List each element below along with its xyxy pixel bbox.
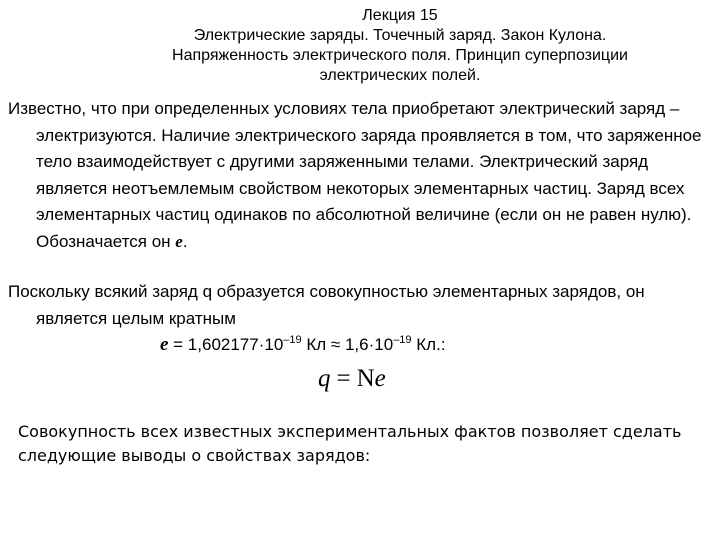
- paragraph-1-text: Известно, что при определенных условиях тела приобретают электрический заряд – электризуются. Наличие электрического заряда проявляется в том, что заряженное тело взаимодействует с другими заряженными телами. Электрический заряд является неотъемлемым свойством некоторых элементарных частиц. Заряд всех элементарных частиц одинаков по абсолютной величине (если он не равен нулю). Обозначается он: [8, 99, 702, 251]
- paragraph-1-end: .: [182, 231, 188, 251]
- formula-n: N: [356, 365, 375, 392]
- charge-value-part-1: = 1,602177·10: [168, 335, 284, 354]
- lecture-header: [140, 6, 660, 86]
- lecture-title-line-3: электрических полей.: [319, 67, 481, 84]
- paragraph-integer-multiple: [8, 279, 714, 332]
- charge-value-part-3: Кл.:: [411, 335, 446, 354]
- lecture-title-line-2: Напряженность электрического поля. Принцип суперпозиции: [172, 47, 628, 64]
- elementary-charge-value: [160, 334, 446, 356]
- paragraph-2-text: Поскольку всякий заряд q образуется совокупностью элементарных зарядов, он является целым кратным: [8, 282, 645, 328]
- charge-formula: [318, 363, 386, 395]
- charge-symbol-e: e: [175, 231, 183, 251]
- lecture-title-line-1: Электрические заряды. Точечный заряд. Закон Кулона.: [193, 27, 607, 44]
- formula-e: e: [374, 365, 386, 392]
- formula-q: q: [318, 365, 331, 392]
- lecture-number: Лекция 15: [362, 7, 438, 24]
- formula-equals: =: [336, 365, 351, 392]
- charge-exponent-2: –19: [393, 334, 412, 346]
- charge-exponent-1: –19: [283, 334, 302, 346]
- paragraph-electric-charge: [8, 96, 714, 255]
- charge-value-part-2: Кл ≈ 1,6·10: [301, 335, 394, 354]
- conclusion-paragraph: Совокупность всех известных экспериментальных фактов позволяет сделать следующие выводы о свойствах зарядов:: [18, 422, 682, 465]
- charge-symbol: e: [160, 334, 169, 355]
